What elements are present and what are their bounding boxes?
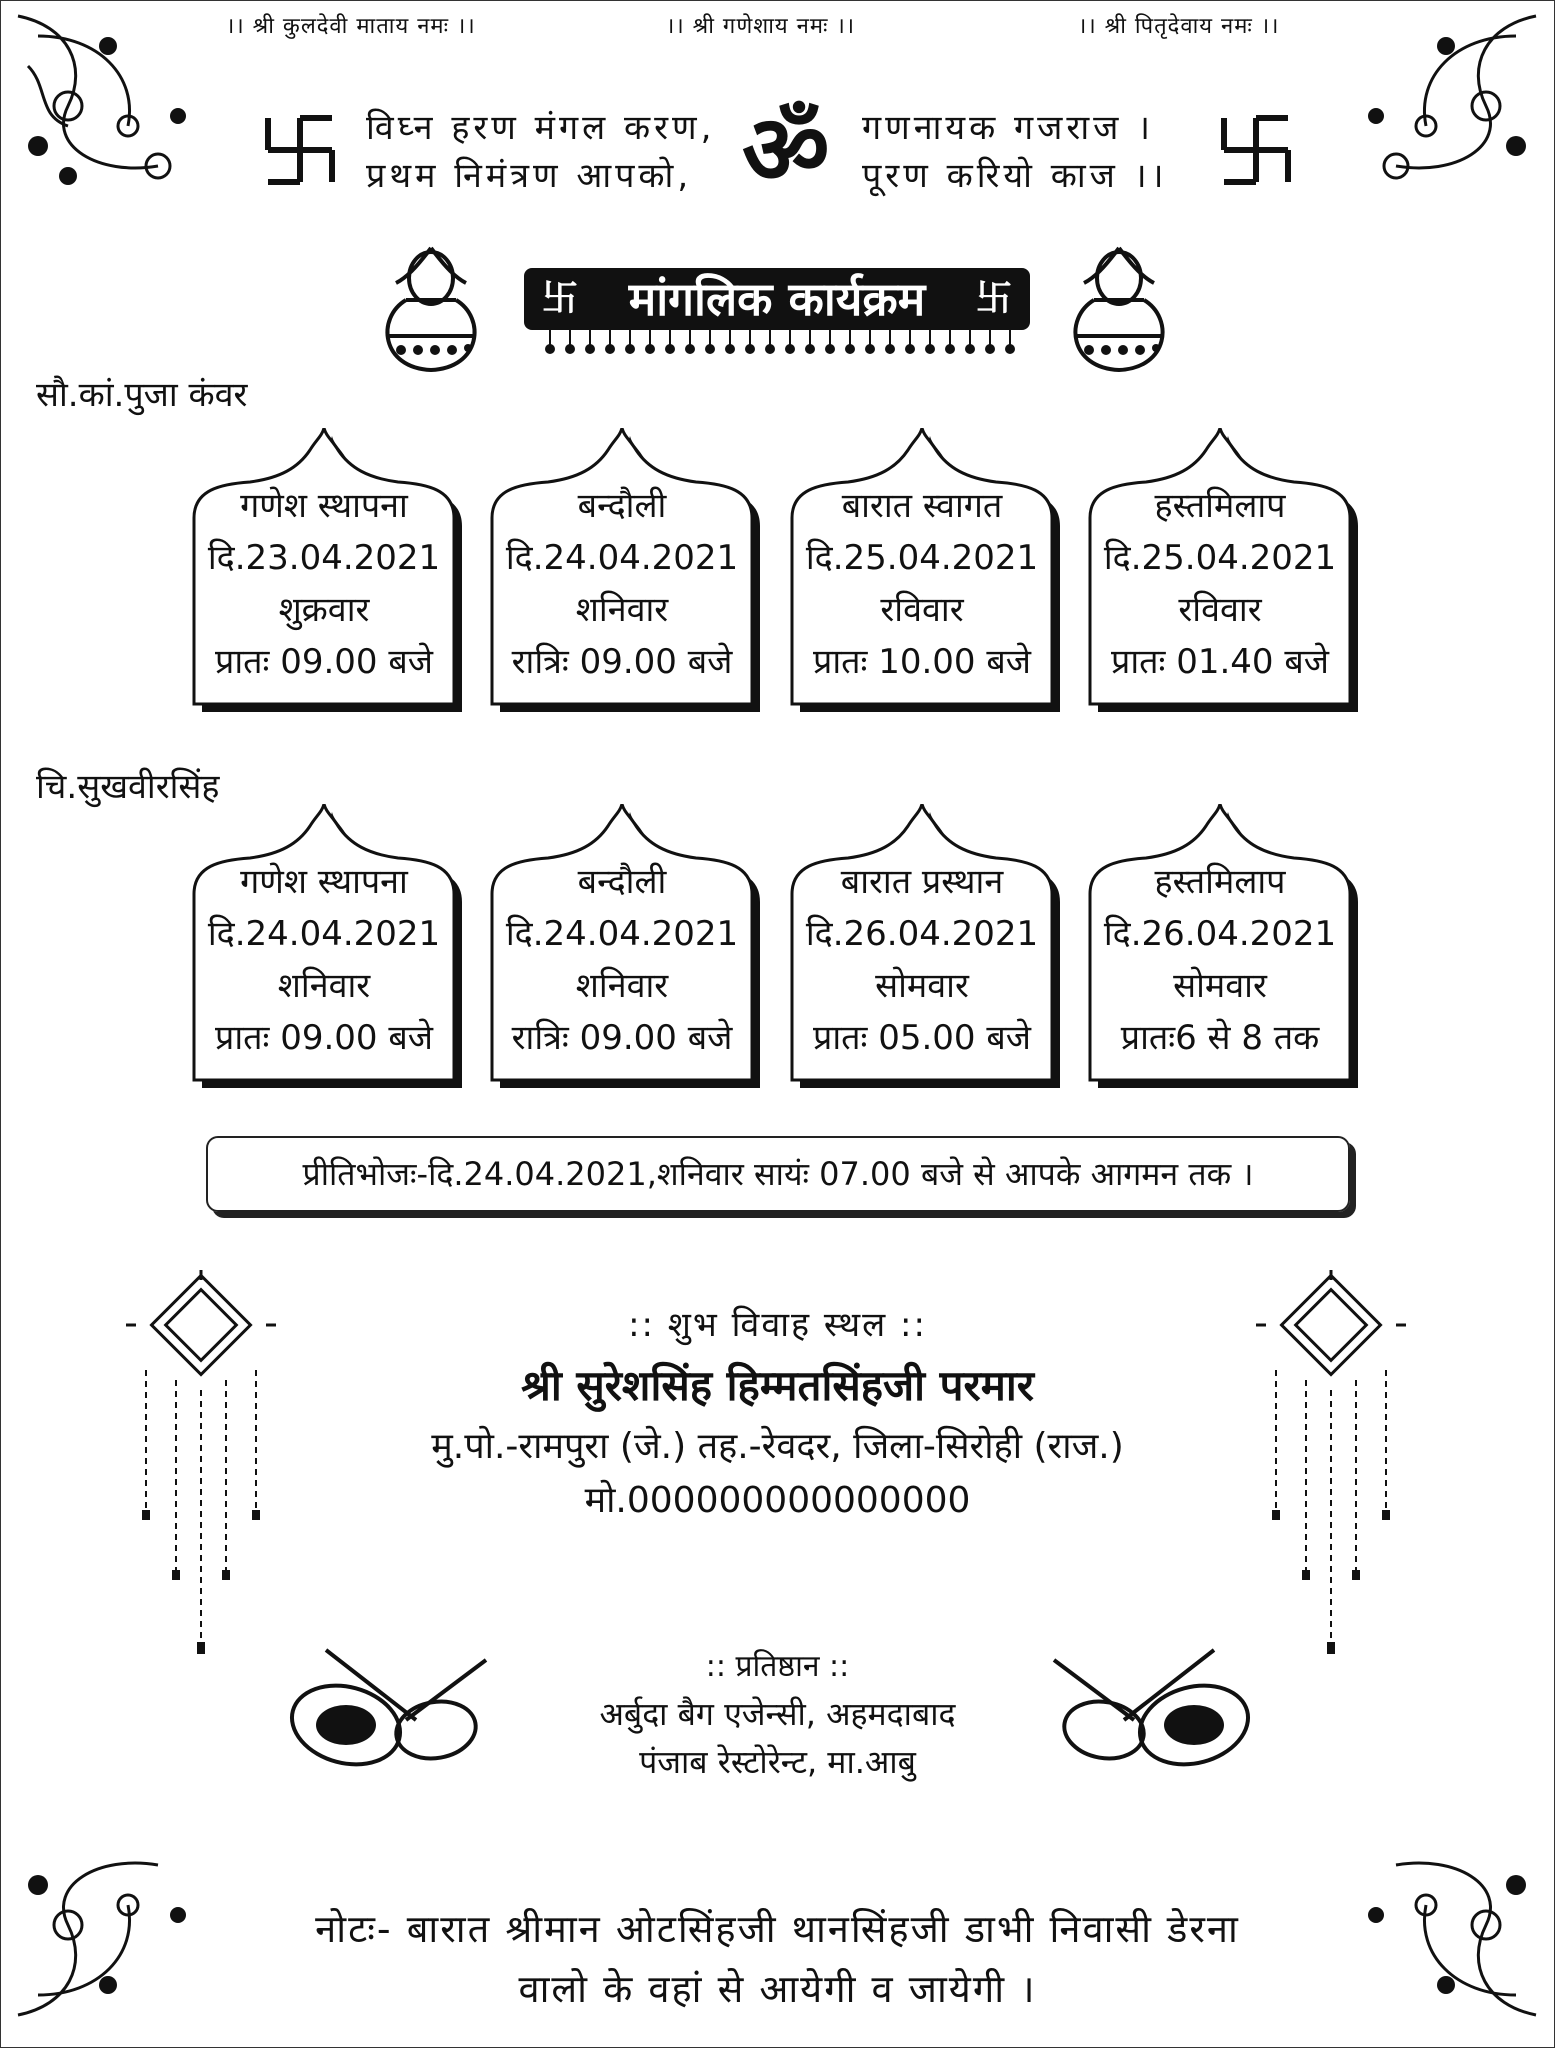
- groom-name: चि.सुखवीरसिंह: [36, 767, 220, 807]
- pratishthan-line1: अर्बुदा बैग एजेन्सी, अहमदाबाद: [599, 1695, 956, 1733]
- fringe-bead: [925, 344, 935, 354]
- event-title: हस्तमिलाप: [1154, 862, 1286, 902]
- event-title: बारात स्वागत: [841, 486, 1003, 526]
- event-day: रविवार: [880, 590, 964, 630]
- event-day: सोमवार: [875, 966, 969, 1006]
- fringe-bead: [1005, 344, 1015, 354]
- couplet-right: [862, 104, 1168, 200]
- venue-heading: :: शुभ विवाह स्थल ::: [628, 1305, 927, 1345]
- fringe-bead: [945, 344, 955, 354]
- event-title: बन्दौली: [577, 486, 667, 526]
- pratishthan-line2: पंजाब रेस्टोरेन्ट, मा.आबु: [639, 1743, 916, 1781]
- event-time: प्रातः 09.00 बजे: [215, 1018, 433, 1058]
- kalash-icon: [1064, 238, 1174, 378]
- couplet-left-line2: प्रथम निमंत्रण आपको,: [366, 156, 693, 196]
- event-card-text: [190, 856, 458, 1064]
- event-card: [488, 428, 766, 708]
- fringe-bead: [885, 344, 895, 354]
- fringe-bead: [685, 344, 695, 354]
- swastika-icon: 卐: [975, 278, 1012, 319]
- event-title: हस्तमिलाप: [1154, 486, 1286, 526]
- floral-corner-icon: [1346, 6, 1546, 206]
- event-day: रविवार: [1178, 590, 1262, 630]
- event-day: शनिवार: [277, 966, 371, 1006]
- event-card: [190, 804, 468, 1084]
- event-card: [190, 428, 468, 708]
- event-date: दि.26.04.2021: [805, 914, 1039, 954]
- event-date: दि.25.04.2021: [1103, 538, 1337, 578]
- event-time: प्रातः 05.00 बजे: [813, 1018, 1031, 1058]
- event-title: गणेश स्थापना: [240, 486, 408, 526]
- fringe-bead: [845, 344, 855, 354]
- floral-corner-icon: [8, 6, 208, 206]
- event-card: [788, 428, 1066, 708]
- event-card: [488, 804, 766, 1084]
- fringe-bead: [785, 344, 795, 354]
- fringe-bead: [545, 344, 555, 354]
- couplet-right-line1: गणनायक गजराज ।: [862, 108, 1155, 148]
- event-time: प्रातः 10.00 बजे: [813, 642, 1031, 682]
- fringe-bead: [665, 344, 675, 354]
- fringe-bead: [725, 344, 735, 354]
- fringe-bead: [805, 344, 815, 354]
- event-time: प्रातः 09.00 बजे: [215, 642, 433, 682]
- fringe-bead: [825, 344, 835, 354]
- couplet-right-line2: पूरण करियो काज ।।: [862, 156, 1168, 196]
- venue-host: श्री सुरेशसिंह हिम्मतसिंहजी परमार: [521, 1361, 1034, 1410]
- event-card: [1086, 428, 1364, 708]
- blessing-kuldevi: ।। श्री कुलदेवी माताय नमः ।।: [226, 14, 476, 39]
- fringe-bead: [965, 344, 975, 354]
- blessing-ganesh: ।। श्री गणेशाय नमः ।।: [666, 14, 856, 39]
- swastika-icon: 卐: [542, 278, 579, 319]
- event-date: दि.23.04.2021: [207, 538, 441, 578]
- event-card-text: [1086, 856, 1354, 1064]
- fringe-bead: [585, 344, 595, 354]
- om-symbol: ॐ: [742, 94, 830, 206]
- event-card-text: [488, 480, 756, 688]
- event-date: दि.25.04.2021: [805, 538, 1039, 578]
- event-card-text: [788, 856, 1056, 1064]
- note-line2: वालो के वहां से आयेगी व जायेगी ।: [518, 1967, 1037, 2011]
- fringe-bead: [745, 344, 755, 354]
- event-day: शनिवार: [575, 966, 669, 1006]
- event-day: सोमवार: [1173, 966, 1267, 1006]
- pratishthan-heading: :: प्रतिष्ठान ::: [705, 1649, 850, 1684]
- event-day: शुक्रवार: [278, 590, 370, 630]
- kalash-icon: [376, 238, 486, 378]
- event-time: रात्रिः 09.00 बजे: [511, 642, 733, 682]
- venue-phone: मो.000000000000000: [584, 1480, 971, 1521]
- banner-title: मांगलिक कार्यक्रम: [628, 272, 926, 326]
- couplet-left-line1: विघ्न हरण मंगल करण,: [366, 108, 716, 148]
- mangalik-banner: [524, 268, 1030, 330]
- event-title: गणेश स्थापना: [240, 862, 408, 902]
- event-card-text: [488, 856, 756, 1064]
- note-line1: नोटः- बारात श्रीमान ओटसिंहजी थानसिंहजी डाभी निवासी डेरना: [315, 1907, 1240, 1951]
- event-card-text: [1086, 480, 1354, 688]
- venue-address: मु.पो.-रामपुरा (जे.) तह.-रेवदर, जिला-सिरोही (राज.): [431, 1426, 1124, 1467]
- event-title: बारात प्रस्थान: [840, 862, 1004, 902]
- fringe-bead: [565, 344, 575, 354]
- event-date: दि.24.04.2021: [505, 538, 739, 578]
- event-time: प्रातः 01.40 बजे: [1111, 642, 1329, 682]
- swastika-icon: [1206, 110, 1306, 190]
- event-time: प्रातः6 से 8 तक: [1120, 1018, 1320, 1058]
- event-date: दि.24.04.2021: [207, 914, 441, 954]
- fringe-bead: [645, 344, 655, 354]
- fringe-bead: [905, 344, 915, 354]
- event-card: [788, 804, 1066, 1084]
- event-card-text: [788, 480, 1056, 688]
- fringe-bead: [985, 344, 995, 354]
- fringe-bead: [625, 344, 635, 354]
- swastika-icon: [250, 110, 350, 190]
- bride-name: सौ.कां.पुजा कंवर: [36, 375, 248, 415]
- event-time: रात्रिः 09.00 बजे: [511, 1018, 733, 1058]
- event-card-text: [190, 480, 458, 688]
- blessing-pitridev: ।। श्री पितृदेवाय नमः ।।: [1078, 14, 1280, 39]
- fringe-bead: [705, 344, 715, 354]
- event-date: दि.26.04.2021: [1103, 914, 1337, 954]
- couplet-left: [366, 104, 715, 200]
- event-date: दि.24.04.2021: [505, 914, 739, 954]
- event-day: शनिवार: [575, 590, 669, 630]
- event-card: [1086, 804, 1364, 1084]
- fringe-bead: [765, 344, 775, 354]
- event-title: बन्दौली: [577, 862, 667, 902]
- banner-fringe: [540, 330, 1020, 356]
- fringe-bead: [865, 344, 875, 354]
- fringe-bead: [605, 344, 615, 354]
- preetibhoj-box: प्रीतिभोजः-दि.24.04.2021,शनिवार सायंः 07.00 बजे से आपके आगमन तक ।: [206, 1136, 1350, 1212]
